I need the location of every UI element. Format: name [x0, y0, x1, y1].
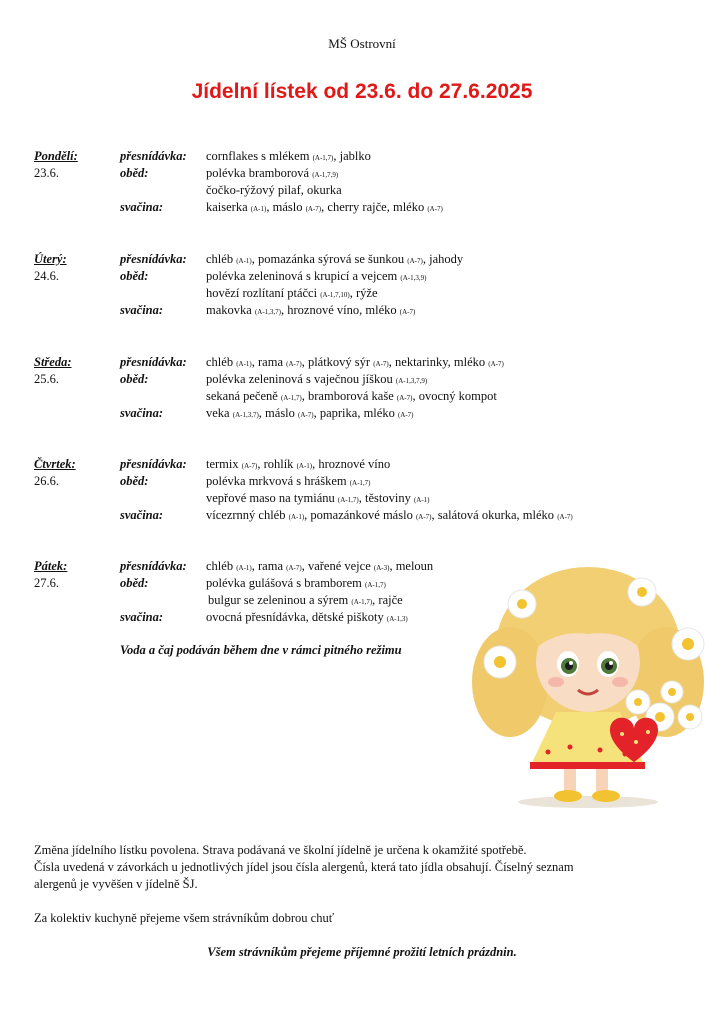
day-name: Pondělí: — [34, 149, 78, 163]
food-text: polévka zeleninová s vaječnou jíškou — [206, 372, 396, 386]
food-items — [206, 507, 573, 526]
menu-row — [34, 199, 694, 216]
meal-label: přesnídávka: — [120, 149, 187, 163]
allergen-codes: (A-7) — [557, 513, 573, 521]
food-text: , salátová okurka, mléko — [431, 508, 558, 522]
menu-row — [34, 507, 694, 524]
food-text: , hroznové víno — [312, 457, 391, 471]
meal-label: přesnídávka: — [120, 559, 187, 573]
meal-label: svačina: — [120, 406, 164, 420]
food-text: , paprika, mléko — [313, 406, 398, 420]
footer-line: alergenů je vyvěšen v jídelně ŠJ. — [34, 877, 198, 891]
allergen-codes: (A-1,7,10) — [320, 291, 350, 299]
meal-label: přesnídávka: — [120, 355, 187, 369]
meal-label: přesnídávka: — [120, 252, 187, 266]
food-text: , bramborová kaše — [301, 389, 397, 403]
food-text: chléb — [206, 559, 237, 573]
menu-row — [34, 354, 694, 371]
allergen-codes: (A-7) — [305, 205, 322, 213]
food-text: , jablko — [333, 149, 371, 163]
menu-row — [34, 388, 694, 405]
food-text: ovocná přesnídávka, dětské piškoty — [206, 610, 387, 624]
food-text: , jahody — [422, 252, 464, 266]
allergen-codes: (A-1) — [296, 462, 313, 470]
meal-label: svačina: — [120, 508, 164, 522]
food-text: , rajče — [372, 593, 403, 607]
food-text: , plátkový sýr — [301, 355, 374, 369]
drinking-regime-note: Voda a čaj podáván během dne v rámci pitného režimu — [120, 643, 402, 657]
food-text: , vařené vejce — [301, 559, 374, 573]
footer-line: Změna jídelního lístku povolena. Strava podávaná ve školní jídelně je určena k okamžité spotřebě. — [34, 843, 527, 857]
meal-label: svačina: — [120, 610, 164, 624]
allergen-codes: (A-1,3) — [386, 615, 408, 623]
allergen-codes: (A-7) — [298, 411, 314, 419]
food-text: , máslo — [258, 406, 299, 420]
food-text: , cherry rajče, mléko — [321, 200, 428, 214]
food-text: hovězí rozlítaní ptáčci — [206, 286, 321, 300]
food-text: , pomazánkové máslo — [304, 508, 416, 522]
food-text: čočko-rýžový pilaf, okurka — [206, 183, 342, 197]
food-text: polévka mrkvová s hráškem — [206, 474, 350, 488]
menu-row — [34, 490, 694, 507]
allergen-codes: (A-7) — [488, 360, 504, 368]
food-text: , rohlík — [257, 457, 297, 471]
day-name: Úterý: — [34, 252, 67, 266]
day-date: 25.6. — [34, 372, 59, 386]
allergen-codes: (A-7) — [241, 462, 258, 470]
food-text: chléb — [206, 252, 237, 266]
day-block — [34, 251, 694, 319]
food-text: , ovocný kompot — [412, 389, 497, 403]
food-text: bulgur se zeleninou a sýrem — [208, 593, 352, 607]
food-text: cornflakes s mlékem — [206, 149, 313, 163]
menu-row — [34, 285, 694, 302]
menu-row — [34, 148, 694, 165]
allergen-codes: (A-1,7) — [351, 598, 373, 606]
allergen-codes: (A-1) — [250, 205, 267, 213]
food-text: sekaná pečeně — [206, 389, 281, 403]
allergen-codes: (A-1,3,7) — [254, 308, 282, 316]
food-items — [206, 199, 443, 218]
allergen-codes: (A-7) — [396, 394, 413, 402]
food-text: veka — [206, 406, 233, 420]
allergen-codes: (A-7) — [415, 513, 432, 521]
allergen-codes: (A-1) — [236, 257, 252, 265]
food-text: vícezrnný chléb — [206, 508, 289, 522]
menu-row — [34, 302, 694, 319]
food-text: , máslo — [266, 200, 306, 214]
day-block — [34, 354, 694, 422]
day-block — [34, 148, 694, 216]
menu-row — [34, 473, 694, 490]
food-text: makovka — [206, 303, 255, 317]
footer-notice — [34, 842, 694, 893]
day-date: 23.6. — [34, 166, 59, 180]
school-name: MŠ Ostrovní — [328, 36, 396, 51]
allergen-codes: (A-7) — [399, 308, 416, 316]
food-text: , rýže — [349, 286, 378, 300]
food-text: polévka gulášová s bramborem — [206, 576, 365, 590]
food-items — [206, 302, 415, 321]
food-items — [206, 609, 408, 628]
menu-row — [34, 251, 694, 268]
menu-row — [34, 456, 694, 473]
food-items — [206, 405, 414, 424]
meal-label: oběd: — [120, 576, 149, 590]
allergen-codes: (A-1) — [236, 360, 252, 368]
day-date: 24.6. — [34, 269, 59, 283]
allergen-codes: (A-1) — [413, 496, 430, 504]
holiday-wish: Všem strávníkům přejeme příjemné prožití letních prázdnin. — [207, 945, 517, 959]
day-date: 26.6. — [34, 474, 59, 488]
footer-line: Čísla uvedená v závorkách u jednotlivých jídel jsou čísla alergenů, která tato jídla obsahují. Číselný seznam — [34, 860, 574, 874]
menu-row — [34, 405, 694, 422]
appetite-wish: Za kolektiv kuchyně přejeme všem strávníkům dobrou chuť — [34, 911, 335, 925]
meal-label: přesnídávka: — [120, 457, 187, 471]
allergen-codes: (A-1,3,7) — [232, 411, 259, 419]
food-text: , hroznové víno, mléko — [281, 303, 400, 317]
food-text: , pomazánka sýrová se šunkou — [251, 252, 408, 266]
allergen-codes: (A-7) — [427, 205, 443, 213]
day-block — [34, 456, 694, 524]
allergen-codes: (A-7) — [373, 360, 389, 368]
day-date: 27.6. — [34, 576, 59, 590]
page-title: Jídelní lístek od 23.6. do 27.6.2025 — [191, 80, 533, 103]
allergen-codes: (A-1,7) — [280, 394, 302, 402]
menu-row — [34, 182, 694, 199]
menu-row — [34, 371, 694, 388]
allergen-codes: (A-1,7) — [337, 496, 359, 504]
allergen-codes: (A-1,3,9) — [400, 274, 427, 282]
allergen-codes: (A-1,7) — [349, 479, 371, 487]
allergen-codes: (A-7) — [407, 257, 423, 265]
food-text: , nektarinky, mléko — [388, 355, 489, 369]
meal-label: oběd: — [120, 269, 149, 283]
allergen-codes: (A-7) — [397, 411, 414, 419]
allergen-codes: (A-1,7,9) — [312, 171, 339, 179]
day-name: Čtvrtek: — [34, 457, 76, 471]
food-text: , meloun — [389, 559, 434, 573]
meal-label: svačina: — [120, 200, 164, 214]
allergen-codes: (A-7) — [286, 360, 302, 368]
menu-row — [34, 268, 694, 285]
allergen-codes: (A-1) — [288, 513, 305, 521]
food-text: , rama — [251, 355, 287, 369]
allergen-codes: (A-1,7) — [312, 154, 334, 162]
food-text: chléb — [206, 355, 237, 369]
allergen-codes: (A-1) — [236, 564, 252, 572]
girl-with-daisies-and-heart-icon — [460, 552, 716, 810]
allergen-codes: (A-3) — [373, 564, 390, 572]
food-text: , rama — [251, 559, 287, 573]
meal-label: svačina: — [120, 303, 164, 317]
meal-label: oběd: — [120, 372, 149, 386]
meal-label: oběd: — [120, 474, 149, 488]
food-text: polévka bramborová — [206, 166, 313, 180]
allergen-codes: (A-1,7) — [364, 581, 386, 589]
day-name: Středa: — [34, 355, 72, 369]
food-text: vepřové maso na tymiánu — [206, 491, 338, 505]
meal-label: oběd: — [120, 166, 149, 180]
allergen-codes: (A-1,3,7,9) — [395, 377, 428, 385]
day-name: Pátek: — [34, 559, 68, 573]
allergen-codes: (A-7) — [286, 564, 302, 572]
food-text: kaiserka — [206, 200, 251, 214]
menu-row — [34, 165, 694, 182]
food-text: , těstoviny — [358, 491, 414, 505]
food-items — [206, 182, 342, 199]
food-text: polévka zeleninová s krupicí a vejcem — [206, 269, 401, 283]
food-text: termix — [206, 457, 242, 471]
